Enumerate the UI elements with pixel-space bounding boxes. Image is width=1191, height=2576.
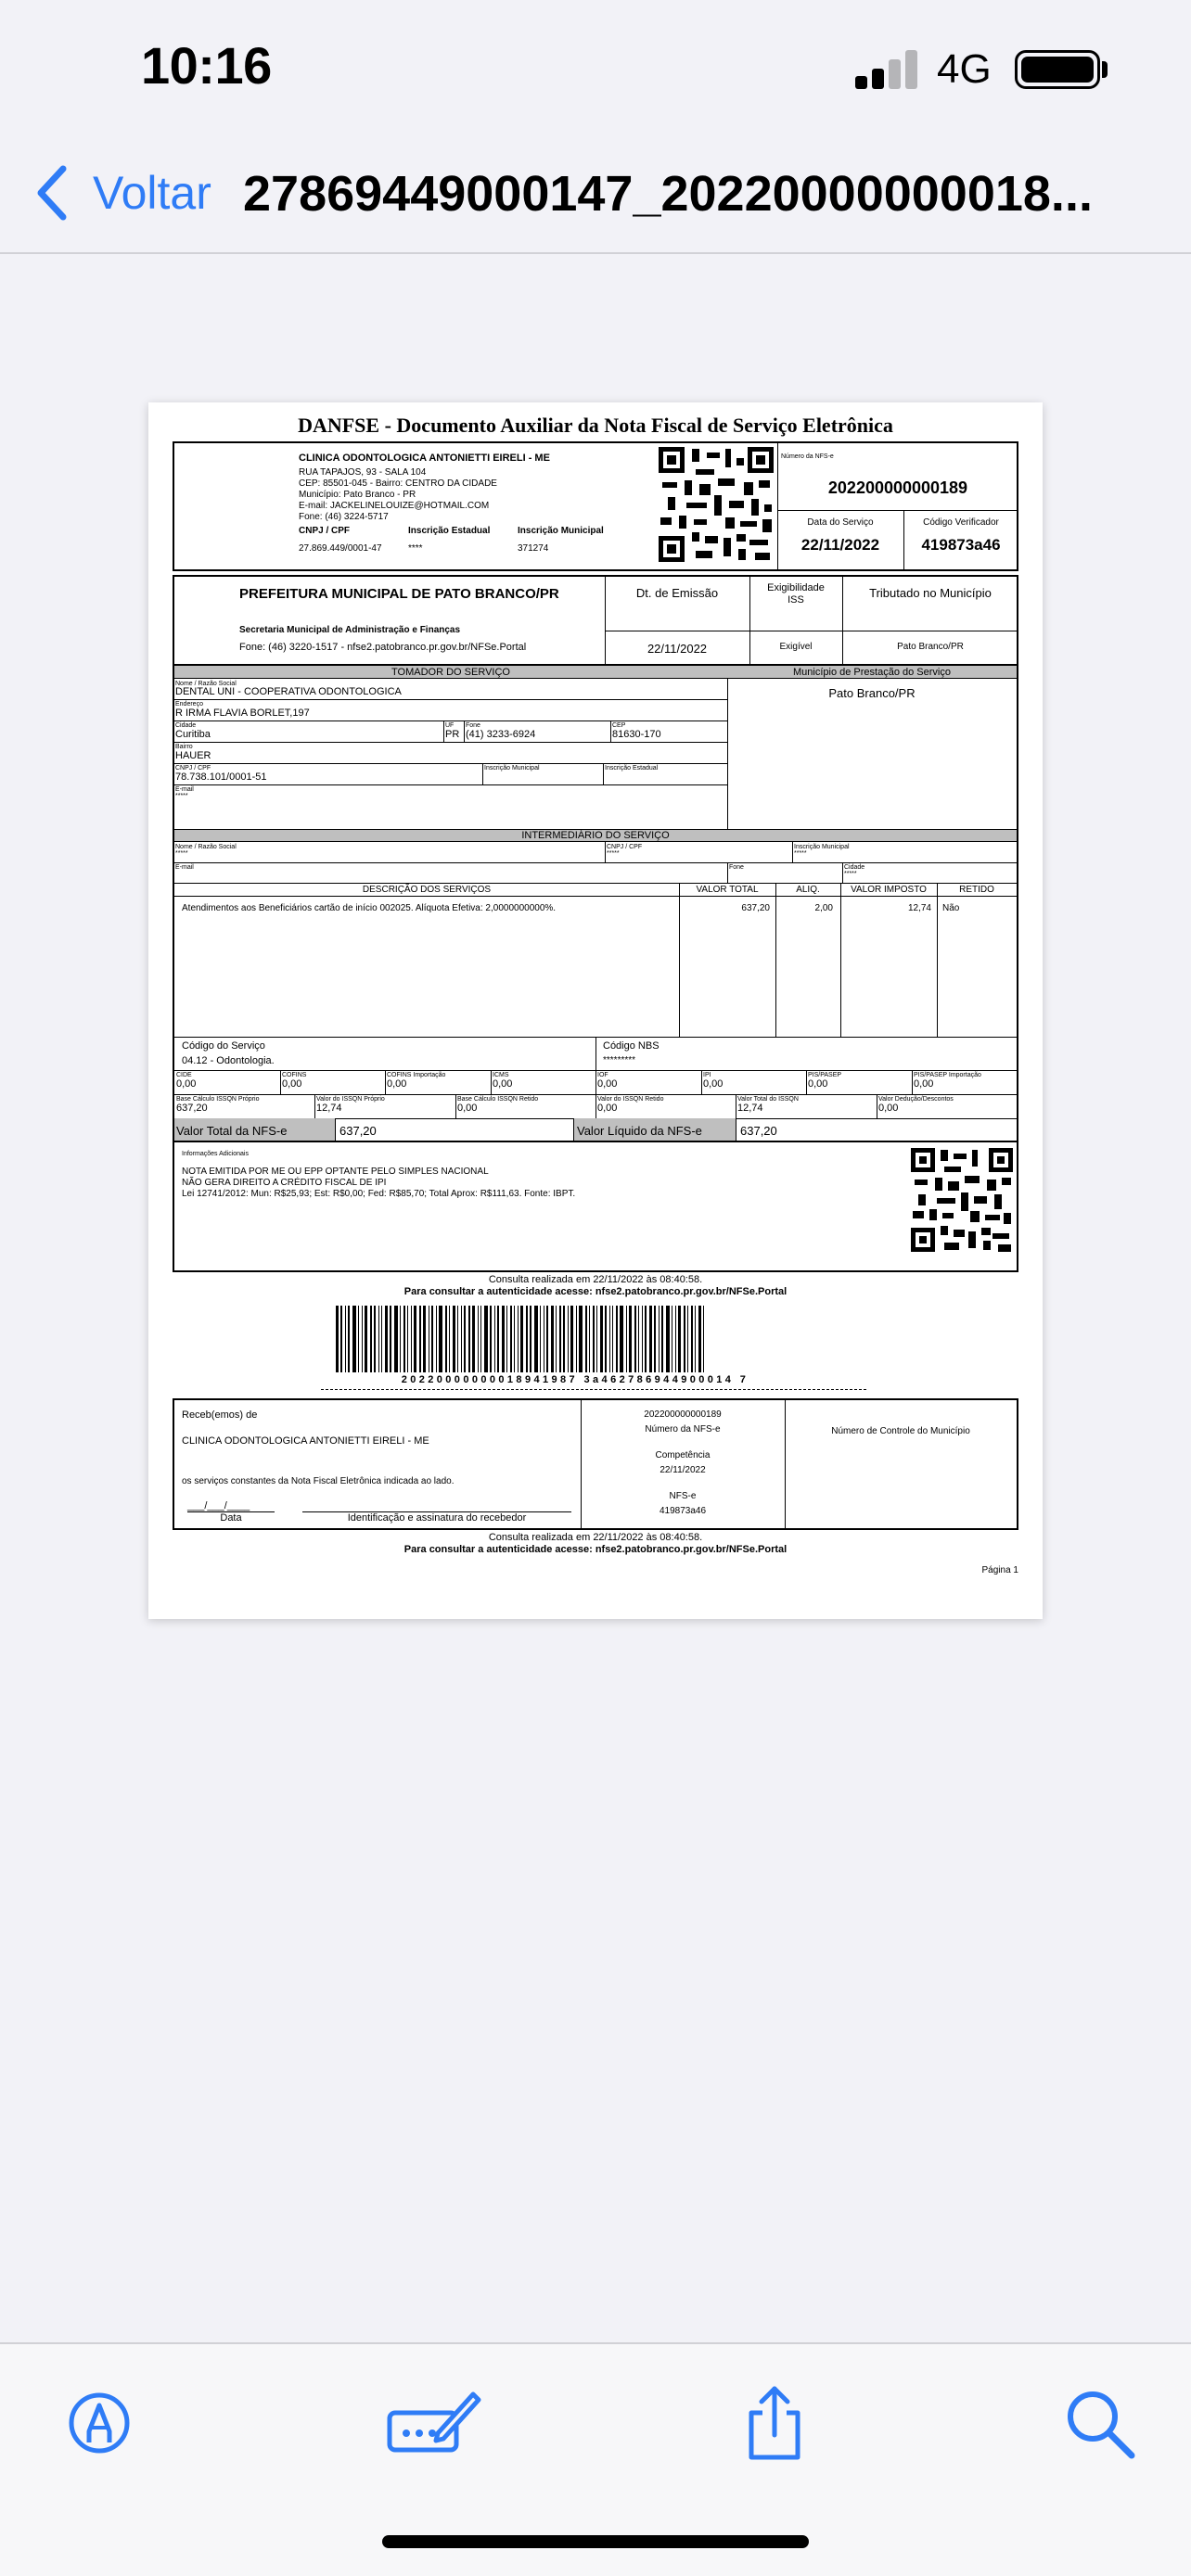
tomador-im-label: Inscrição Municipal — [484, 765, 540, 772]
markup-icon[interactable] — [58, 2381, 141, 2465]
tomador-phone-label: Fone — [466, 722, 480, 729]
tax-label: PIS/PASEP — [808, 1072, 842, 1078]
prefeitura-name: PREFEITURA MUNICIPAL DE PATO BRANCO/PR — [239, 586, 559, 602]
col-valor-imposto: VALOR IMPOSTO — [851, 885, 927, 895]
tributado-label: Tributado no Município — [869, 586, 992, 600]
receipt-nfse-label: NFS-e — [669, 1491, 697, 1501]
consulta-url: Para consultar a autenticidade acesse: nfse2.patobranco.pr.gov.br/NFSe.Portal — [403, 1286, 788, 1297]
tomador-header: TOMADOR DO SERVIÇO — [391, 667, 510, 678]
barcode-bar — [378, 1306, 379, 1372]
barcode-bar — [468, 1306, 470, 1372]
tomador-phone: (41) 3233-6924 — [466, 729, 536, 740]
barcode-bar — [559, 1306, 561, 1372]
consulta-url-2: Para consultar a autenticidade acesse: nfse2.patobranco.pr.gov.br/NFSe.Portal — [403, 1544, 788, 1555]
barcode-bar — [695, 1306, 696, 1372]
barcode-bar — [411, 1306, 412, 1372]
barcode-bar — [526, 1306, 528, 1372]
barcode-bar — [616, 1306, 618, 1372]
battery-tip — [1102, 61, 1108, 78]
barcode-bar — [570, 1306, 573, 1372]
barcode-bar — [546, 1306, 548, 1372]
prestador-section — [173, 441, 1018, 571]
tax-label: IPI — [703, 1072, 711, 1078]
barcode-area — [173, 1298, 1018, 1395]
barcode-bar — [698, 1306, 701, 1372]
tomador-cep: 81630-170 — [612, 729, 661, 740]
service-aliq: 2,00 — [814, 903, 833, 913]
info-line-3: Lei 12741/2012: Mun: R$25,93; Est: R$0,00; Fed: R$85,70; Total Aprox: R$111,63. Fonte: IBPT. — [182, 1189, 576, 1199]
intermediario-name: ***** — [175, 850, 188, 857]
barcode-bar — [358, 1306, 359, 1372]
barcode-bar — [423, 1306, 426, 1372]
service-valor-imposto: 12,74 — [907, 903, 931, 913]
barcode-bar — [678, 1306, 681, 1372]
home-indicator — [382, 2535, 809, 2548]
barcode-bar — [478, 1306, 479, 1372]
tomador-city: Curitiba — [175, 729, 211, 740]
barcode-bar — [494, 1306, 495, 1372]
tomador-uf: PR — [445, 729, 460, 740]
tax-value: 0,00 — [703, 1078, 724, 1090]
intermediario-email-label: E-mail — [175, 864, 194, 871]
barcode-bar — [464, 1306, 466, 1372]
tax-value: 0,00 — [387, 1078, 407, 1090]
barcode-bar — [514, 1306, 515, 1372]
tax-value: 0,00 — [597, 1078, 618, 1090]
consulta-timestamp-2: Consulta realizada em 22/11/2022 às 08:40:58. — [488, 1532, 703, 1543]
barcode-bar — [400, 1306, 401, 1372]
barcode-bar — [345, 1306, 346, 1372]
status-bar — [0, 0, 1191, 139]
tax-label: ICMS — [493, 1072, 509, 1078]
barcode-bar — [520, 1306, 523, 1372]
barcode-bar — [374, 1306, 376, 1372]
barcode-bar — [414, 1306, 416, 1372]
barcode-bar — [472, 1306, 475, 1372]
tax-label: PIS/PASEP Importação — [914, 1072, 981, 1078]
tomador-address-label: Endereço — [175, 701, 203, 708]
issqn-label: Base Cálculo ISSQN Retido — [457, 1096, 539, 1103]
verification-code: 419873a46 — [921, 536, 1001, 554]
receipt-date-label: Data — [220, 1512, 242, 1524]
tomador-name: DENTAL UNI - COOPERATIVA ODONTOLOGICA — [175, 686, 402, 697]
share-icon[interactable] — [733, 2381, 816, 2465]
barcode-bar — [629, 1306, 632, 1372]
barcode-bar — [352, 1306, 356, 1372]
barcode-bar — [518, 1306, 519, 1372]
barcode-bar — [593, 1306, 595, 1372]
barcode-bar — [362, 1306, 363, 1372]
col-descricao: DESCRIÇÃO DOS SERVIÇOS — [362, 885, 492, 895]
barcode-bar — [484, 1306, 488, 1372]
issqn-label: Valor do ISSQN Retido — [597, 1096, 664, 1103]
municipio-prestacao: Pato Branco/PR — [828, 686, 916, 700]
tomador-address: R IRMA FLAVIA BORLET,197 — [175, 708, 310, 719]
issqn-label: Valor do ISSQN Próprio — [316, 1096, 385, 1103]
receipt-competencia: 22/11/2022 — [660, 1465, 706, 1475]
prestador-phone: Fone: (46) 3224-5717 — [299, 512, 389, 522]
barcode-bar — [385, 1306, 388, 1372]
battery-icon — [1015, 50, 1100, 89]
service-date: 22/11/2022 — [800, 536, 880, 554]
barcode-bar — [568, 1306, 569, 1372]
barcode-bar — [579, 1306, 583, 1372]
barcode-bar — [502, 1306, 505, 1372]
nbs-code: ********* — [603, 1055, 636, 1065]
pdf-page[interactable] — [148, 402, 1043, 1619]
tax-value: 0,00 — [493, 1078, 513, 1090]
qr-code-icon — [911, 1148, 1013, 1252]
issqn-value: 0,00 — [457, 1103, 478, 1114]
issqn-value: 0,00 — [878, 1103, 899, 1114]
service-date-label: Data do Serviço — [807, 517, 874, 528]
cnpj-value: 27.869.449/0001-47 — [299, 543, 382, 554]
tomador-email: ***** — [175, 793, 188, 799]
barcode-bar — [654, 1306, 656, 1372]
barcode-bar — [659, 1306, 660, 1372]
tomador-uf-label: UF — [445, 722, 455, 729]
exigibilidade-label: Exigibilidade — [767, 582, 825, 593]
barcode-bar — [626, 1306, 627, 1372]
barcode-bar — [551, 1306, 554, 1372]
barcode-bar — [691, 1306, 693, 1372]
exigibilidade-label-iss: ISS — [788, 594, 804, 606]
prestador-name: CLINICA ODONTOLOGICA ANTONIETTI EIRELI - ME — [299, 453, 550, 464]
barcode-bar — [540, 1306, 541, 1372]
barcode-bar — [600, 1306, 603, 1372]
barcode-bar — [563, 1306, 565, 1372]
ie-value: **** — [408, 543, 423, 554]
im-label: Inscrição Municipal — [518, 526, 604, 536]
tomador-cnpj: 78.738.101/0001-51 — [175, 772, 267, 783]
barcode-bar — [490, 1306, 492, 1372]
info-label: Informações Adicionais — [182, 1151, 249, 1157]
prestador-address: RUA TAPAJOS, 93 - SALA 104 — [299, 467, 427, 478]
intermediario-cnpj-label: CNPJ / CPF — [607, 844, 643, 850]
barcode-bar — [585, 1306, 587, 1372]
consulta-timestamp: Consulta realizada em 22/11/2022 às 08:40:58. — [488, 1274, 703, 1285]
total-nfse: 637,20 — [339, 1124, 377, 1138]
col-valor-total: VALOR TOTAL — [696, 885, 759, 895]
barcode-bar — [612, 1306, 613, 1372]
network-type: 4G — [937, 46, 992, 92]
cnpj-label: CNPJ / CPF — [299, 526, 351, 536]
search-icon[interactable] — [1057, 2381, 1141, 2465]
barcode-bar — [480, 1306, 481, 1372]
barcode-bar — [365, 1306, 367, 1372]
intermediario-cnpj: ***** — [607, 850, 620, 857]
col-aliq: ALIQ. — [796, 885, 820, 895]
barcode-bar — [703, 1306, 704, 1372]
tomador-email-label: E-mail — [175, 786, 194, 793]
barcode-bar — [407, 1306, 408, 1372]
issqn-value: 12,74 — [316, 1103, 342, 1114]
barcode-bar — [497, 1306, 499, 1372]
prestador-cep: CEP: 85501-045 - Bairro: CENTRO DA CIDADE — [299, 478, 497, 489]
verification-code-label: Código Verificador — [923, 517, 999, 528]
barcode-bar — [530, 1306, 531, 1372]
barcode-bar — [556, 1306, 557, 1372]
emission-date-label: Dt. de Emissão — [635, 586, 719, 600]
tax-label: IOF — [597, 1072, 608, 1078]
cellular-signal-icon — [855, 48, 920, 89]
issqn-value: 0,00 — [597, 1103, 618, 1114]
barcode-bar — [381, 1306, 382, 1372]
receipt-date-blank: ___/___/____ — [187, 1500, 250, 1511]
tax-value: 0,00 — [282, 1078, 302, 1090]
tax-value: 0,00 — [914, 1078, 934, 1090]
barcode-bar — [510, 1306, 512, 1372]
tomador-ie-label: Inscrição Estadual — [605, 765, 659, 772]
prefeitura-contact: Fone: (46) 3220-1517 - nfse2.patobranco.pr.gov.br/NFSe.Portal — [239, 642, 527, 653]
signature-icon[interactable] — [386, 2381, 482, 2465]
document-title: 27869449000147_20220000000018... — [243, 166, 1093, 222]
intermediario-name-label: Nome / Razão Social — [175, 844, 237, 850]
info-line-2: NÃO GERA DIREITO A CRÉDITO FISCAL DE IPI — [182, 1178, 387, 1188]
municipio-prestacao-header: Município de Prestação do Serviço — [793, 667, 951, 678]
receipt-nfse-number: 202200000000189 — [644, 1409, 722, 1420]
barcode-bar — [687, 1306, 688, 1372]
barcode-bar — [675, 1306, 676, 1372]
issqn-label: Base Cálculo ISSQN Próprio — [176, 1096, 260, 1103]
tomador-city-label: Cidade — [175, 722, 197, 729]
barcode-bar — [439, 1306, 442, 1372]
barcode-bar — [634, 1306, 636, 1372]
barcode-bar — [620, 1306, 623, 1372]
service-code-label: Código do Serviço — [182, 1040, 265, 1052]
barcode-bar — [431, 1306, 433, 1372]
issqn-label: Valor Total do ISSQN — [737, 1096, 799, 1103]
tax-label: COFINS Importação — [387, 1072, 446, 1078]
total-nfse-label: Valor Total da NFS-e — [176, 1124, 288, 1138]
receipt-control-label: Número de Controle do Município — [831, 1426, 970, 1436]
nfse-number: 202200000000189 — [827, 478, 968, 497]
main-table — [173, 666, 1018, 1272]
navigation-bar — [0, 139, 1191, 254]
barcode-bar — [645, 1306, 647, 1372]
barcode-bar — [589, 1306, 590, 1372]
barcode-bar — [419, 1306, 421, 1372]
intermediario-city-label: Cidade — [844, 864, 865, 871]
barcode-bar — [436, 1306, 437, 1372]
intermediario-header: INTERMEDIÁRIO DO SERVIÇO — [521, 830, 670, 841]
intermediario-im-label: Inscrição Municipal — [794, 844, 850, 850]
barcode-bar — [403, 1306, 405, 1372]
barcode-bar — [576, 1306, 577, 1372]
barcode-bar — [661, 1306, 663, 1372]
receipt-nfse-code: 419873a46 — [659, 1506, 707, 1516]
barcode-bar — [609, 1306, 610, 1372]
barcode-bar — [370, 1306, 372, 1372]
emission-date: 22/11/2022 — [647, 642, 708, 656]
cut-line — [321, 1389, 866, 1390]
service-description: Atendimentos aos Beneficiários cartão de início 002025. Alíquota Efetiva: 2,0000000000%. — [182, 903, 557, 913]
prefeitura-section — [173, 575, 1018, 666]
receipt-text: os serviços constantes da Nota Fiscal Eletrônica indicada ao lado. — [182, 1476, 455, 1486]
back-label: Voltar — [93, 167, 211, 219]
barcode-bar — [336, 1306, 339, 1372]
tax-label: COFINS — [282, 1072, 307, 1078]
barcode-bar — [534, 1306, 538, 1372]
barcode-bar — [445, 1306, 447, 1372]
barcode-icon — [336, 1306, 814, 1372]
intermediario-phone-label: Fone — [729, 864, 744, 871]
im-value: 371274 — [518, 543, 549, 554]
barcode-bar — [638, 1306, 639, 1372]
tax-value: 0,00 — [176, 1078, 197, 1090]
tomador-cep-label: CEP — [612, 722, 626, 729]
tomador-bairro: HAUER — [175, 750, 211, 761]
receipt-provider: CLINICA ODONTOLOGICA ANTONIETTI EIRELI - ME — [182, 1435, 429, 1447]
barcode-bar — [453, 1306, 455, 1372]
issqn-value: 637,20 — [176, 1103, 208, 1114]
liquido-nfse: 637,20 — [740, 1124, 777, 1138]
service-valor-total: 637,20 — [741, 903, 770, 913]
tomador-name-label: Nome / Razão Social — [175, 681, 237, 687]
prestador-email: E-mail: JACKELINELOUIZE@HOTMAIL.COM — [299, 501, 490, 511]
status-time: 10:16 — [141, 36, 272, 95]
liquido-nfse-label: Valor Líquido da NFS-e — [577, 1124, 702, 1138]
ie-label: Inscrição Estadual — [408, 526, 491, 536]
nbs-code-label: Código NBS — [603, 1040, 660, 1052]
barcode-bar — [666, 1306, 670, 1372]
service-retido: Não — [942, 903, 960, 913]
issqn-label: Valor Dedução/Descontos — [878, 1096, 954, 1103]
nfse-number-label: Número da NFS-e — [781, 453, 834, 460]
receipt-signature-label: Identificação e assinatura do recebedor — [347, 1512, 527, 1524]
receipt-received-from: Receb(emos) de — [182, 1409, 258, 1421]
prestador-city: Município: Pato Branco - PR — [299, 490, 416, 500]
document-heading: DANFSE - Documento Auxiliar da Nota Fiscal de Serviço Eletrônica — [298, 414, 893, 437]
danfse-document — [173, 410, 1018, 1576]
barcode-bar — [457, 1306, 458, 1372]
qr-code-icon — [659, 447, 774, 562]
barcode-bar — [649, 1306, 652, 1372]
barcode-bar — [461, 1306, 462, 1372]
secretaria: Secretaria Municipal de Administração e Finanças — [239, 625, 461, 635]
receipt-section — [173, 1398, 1018, 1530]
page-number: Página 1 — [981, 1565, 1018, 1575]
tax-label: CIDE — [176, 1072, 192, 1078]
col-retido: RETIDO — [959, 885, 994, 895]
back-button[interactable] — [33, 158, 211, 228]
intermediario-city: ***** — [844, 871, 857, 877]
barcode-bar — [348, 1306, 350, 1372]
receipt-competencia-label: Competência — [655, 1450, 711, 1460]
barcode-bar — [390, 1306, 391, 1372]
barcode-bar — [394, 1306, 398, 1372]
service-code: 04.12 - Odontologia. — [182, 1055, 275, 1066]
tomador-bairro-label: Bairro — [175, 744, 193, 750]
barcode-bar — [449, 1306, 450, 1372]
barcode-number: 20220000000018941987 3a462786944900014 7 — [401, 1374, 749, 1385]
barcode-bar — [506, 1306, 507, 1372]
exigibilidade-value: Exigível — [779, 642, 813, 652]
intermediario-im: ***** — [794, 850, 807, 857]
receipt-nfse-number-label: Número da NFS-e — [645, 1424, 721, 1435]
tomador-cnpj-label: CNPJ / CPF — [175, 765, 211, 772]
chevron-left-icon — [33, 165, 70, 221]
barcode-bar — [596, 1306, 597, 1372]
barcode-bar — [340, 1306, 342, 1372]
tributado-value: Pato Branco/PR — [897, 642, 964, 652]
issqn-value: 12,74 — [737, 1103, 763, 1114]
barcode-bar — [684, 1306, 685, 1372]
barcode-bar — [642, 1306, 643, 1372]
tax-value: 0,00 — [808, 1078, 828, 1090]
info-line-1: NOTA EMITIDA POR ME OU EPP OPTANTE PELO SIMPLES NACIONAL — [182, 1167, 489, 1177]
barcode-bar — [605, 1306, 607, 1372]
